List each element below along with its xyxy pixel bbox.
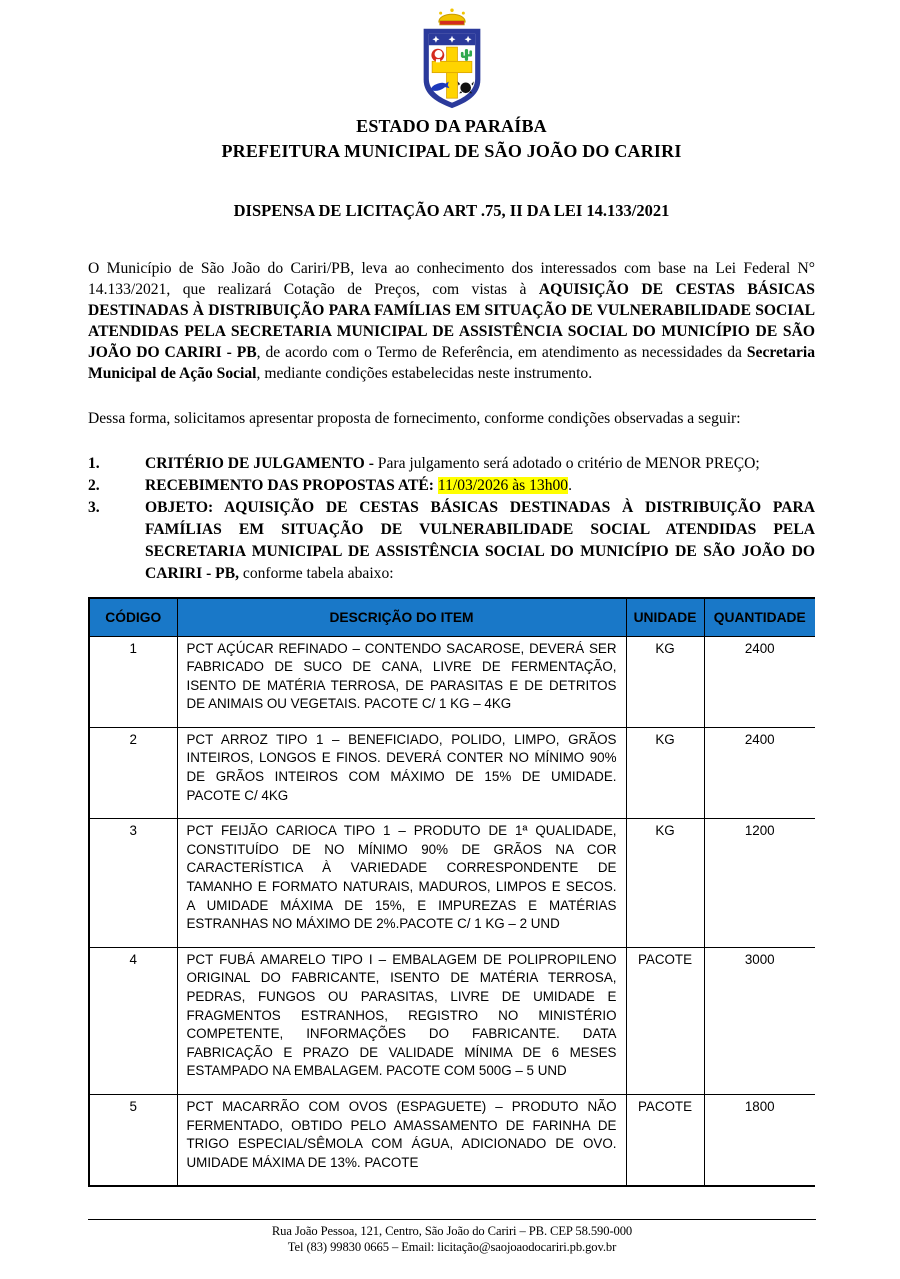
cell-quantidade: 1200 xyxy=(704,819,815,948)
coat-of-arms-icon xyxy=(403,6,501,110)
cell-codigo: 1 xyxy=(89,636,177,727)
list-item-objeto xyxy=(88,497,815,585)
table-row xyxy=(89,636,815,727)
list-item-number: 2. xyxy=(88,477,100,494)
list-item-number: 3. xyxy=(88,499,100,516)
cell-codigo: 5 xyxy=(89,1094,177,1185)
table-row xyxy=(89,819,815,948)
cell-unidade: KG xyxy=(626,727,704,818)
cell-quantidade: 2400 xyxy=(704,727,815,818)
header-cell-codigo: CÓDIGO xyxy=(89,598,177,636)
conditions-list xyxy=(88,453,815,585)
items-table xyxy=(88,597,815,1186)
table-row xyxy=(89,727,815,818)
list-item-number: 1. xyxy=(88,455,100,472)
cell-descricao: PCT FUBÁ AMARELO TIPO I – EMBALAGEM DE POLIPROPILENO ORIGINAL DO FABRICANTE, ISENTO DE MATÉRIA TERROSA, PEDRAS, FUNGOS OU PARASITAS, LIVRE DE UMIDADE E FRAGMENTOS ESTRANHOS, REGISTRO NO MINISTÉRIO COMPETENTE, INFORMAÇÕES DO FABRICANTE. DATA FABRICAÇÃO E PRAZO DE VALIDADE MÍNIMA DE 6 MESES ESTAMPADO NA EMBALAGEM. PACOTE COM 500G – 5 UND xyxy=(177,947,626,1094)
list-item-text: RECEBIMENTO DAS PROPOSTAS ATÉ: 11/03/2026 às 13h00. xyxy=(145,477,573,494)
footer-address: Rua João Pessoa, 121, Centro, São João do Cariri – PB. CEP 58.590-000 xyxy=(271,1224,633,1238)
list-item-recebimento xyxy=(88,475,815,497)
document-page xyxy=(0,6,900,1279)
list-item-text: OBJETO: AQUISIÇÃO DE CESTAS BÁSICAS DESTINADAS À DISTRIBUIÇÃO PARA FAMÍLIAS EM SITUAÇÃO DE VULNERABILIDADE SOCIAL ATENDIDAS PELA SECRETARIA MUNICIPAL DE ASSISTÊNCIA SOCIAL DO MUNICÍPIO DE SÃO JOÃO DO CARIRI - PB, conforme tabela abaixo: xyxy=(145,499,815,582)
header-cell-descricao: DESCRIÇÃO DO ITEM xyxy=(177,598,626,636)
cell-codigo: 3 xyxy=(89,819,177,948)
footer-divider xyxy=(88,1219,816,1220)
cell-quantidade: 2400 xyxy=(704,636,815,727)
intro-paragraph: O Município de São João do Cariri/PB, leva ao conhecimento dos interessados com base na Lei Federal N° 14.133/2021, que realizará Cotação de Preços, com vistas à AQUISIÇÃO DE CESTAS BÁSICAS DESTINADAS À DISTRIBUIÇÃO PARA FAMÍLIAS EM SITUAÇÃO DE VULNERABILIDADE SOCIAL ATENDIDAS PELA SECRETARIA MUNICIPAL DE ASSISTÊNCIA SOCIAL DO MUNICÍPIO DE SÃO JOÃO DO CARIRI - PB, de acordo com o Termo de Referência, em atendimento as necessidades da Secretaria Municipal de Ação Social, mediante condições estabelecidas neste instrumento. xyxy=(88,260,815,382)
cell-descricao: PCT FEIJÃO CARIOCA TIPO 1 – PRODUTO DE 1ª QUALIDADE, CONSTITUÍDO DE NO MÍNIMO 90% DE GRÃOS NA COR CARACTERÍSTICA À VARIEDADE CORRESPONDENTE DE TAMANHO E FORMATO NATURAIS, MADUROS, LIMPOS E SECOS. A UMIDADE MÁXIMA DE 15%, E IMPUREZAS E MATÉRIAS ESTRANHAS NO MÁXIMO DE 2%.PACOTE C/ 1 KG – 2 UND xyxy=(177,819,626,948)
org-header xyxy=(88,114,815,164)
cell-quantidade: 3000 xyxy=(704,947,815,1094)
cell-codigo: 2 xyxy=(89,727,177,818)
cell-quantidade: 1800 xyxy=(704,1094,815,1185)
table-header-row xyxy=(89,598,815,636)
table-row xyxy=(89,1094,815,1185)
request-paragraph: Dessa forma, solicitamos apresentar proposta de fornecimento, conforme condições observadas a seguir: xyxy=(88,410,741,427)
cell-codigo: 4 xyxy=(89,947,177,1094)
org-name-municipality: PREFEITURA MUNICIPAL DE SÃO JOÃO DO CARIRI xyxy=(221,141,682,161)
page-footer xyxy=(88,1219,816,1255)
header-cell-quantidade: QUANTIDADE xyxy=(704,598,815,636)
items-table-container xyxy=(88,597,815,1187)
org-name-state: ESTADO DA PARAÍBA xyxy=(356,116,547,136)
cell-descricao: PCT MACARRÃO COM OVOS (ESPAGUETE) – PRODUTO NÃO FERMENTADO, OBTIDO PELO AMASSAMENTO DE FARINHA DE TRIGO ESPECIAL/SÊMOLA COM ÁGUA, ADICIONADO DE OVO. UMIDADE MÁXIMA DE 13%. PACOTE xyxy=(177,1094,626,1185)
list-item-text: CRITÉRIO DE JULGAMENTO - Para julgamento será adotado o critério de MENOR PREÇO; xyxy=(145,455,760,472)
header-cell-unidade: UNIDADE xyxy=(626,598,704,636)
document-title: DISPENSA DE LICITAÇÃO ART .75, II DA LEI 14.133/2021 xyxy=(233,201,670,220)
table-row xyxy=(89,947,815,1094)
cell-descricao: PCT ARROZ TIPO 1 – BENEFICIADO, POLIDO, LIMPO, GRÃOS INTEIROS, LONGOS E FINOS. DEVERÁ CONTER NO MÍNIMO 90% DE GRÃOS INTEIROS COM MÁXIMO DE 15% DE UMIDADE. PACOTE C/ 4KG xyxy=(177,727,626,818)
cell-descricao: PCT AÇÚCAR REFINADO – CONTENDO SACAROSE, DEVERÁ SER FABRICADO DE SUCO DE CANA, LIVRE DE FERMENTAÇÃO, ISENTO DE MATÉRIA TERROSA, DE PARASITAS E DE DETRITOS DE ANIMAIS OU VEGETAIS. PACOTE C/ 1 KG – 4KG xyxy=(177,636,626,727)
footer-contact: Tel (83) 99830 0665 – Email: licitação@saojoaodocariri.pb.gov.br xyxy=(287,1239,617,1254)
cell-unidade: KG xyxy=(626,636,704,727)
list-item-criterio xyxy=(88,453,815,475)
cell-unidade: PACOTE xyxy=(626,947,704,1094)
cell-unidade: KG xyxy=(626,819,704,948)
cell-unidade: PACOTE xyxy=(626,1094,704,1185)
